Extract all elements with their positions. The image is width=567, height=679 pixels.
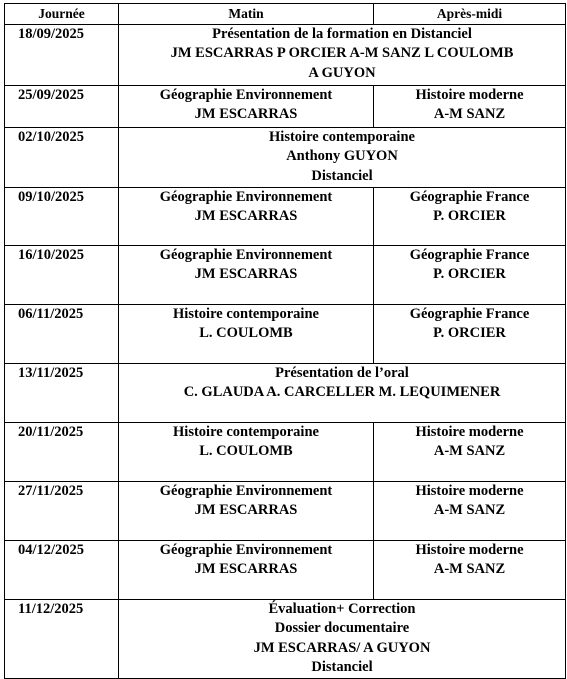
schedule-row [5, 85, 566, 127]
date-cell [5, 127, 119, 187]
date-cell [5, 187, 119, 245]
morning-session [119, 304, 374, 363]
morning-session-line: L. COULOMB [199, 443, 293, 460]
full-day-session [119, 599, 566, 678]
date-cell [5, 24, 119, 85]
date-cell [5, 245, 119, 304]
afternoon-session-line: Histoire moderne [415, 86, 524, 103]
schedule-row [5, 245, 566, 304]
full-day-session-line: Évaluation+ Correction [268, 600, 416, 617]
full-day-session-line: Anthony GUYON [286, 148, 398, 165]
morning-session [119, 422, 374, 481]
full-day-session-line: JM ESCARRAS/ A GUYON [253, 639, 431, 656]
morning-session [119, 245, 374, 304]
date-label: 11/12/2025 [18, 600, 84, 617]
afternoon-session-line: Histoire moderne [415, 423, 524, 440]
morning-session [119, 540, 374, 599]
date-label: 04/12/2025 [18, 541, 85, 558]
schedule-row [5, 187, 566, 245]
afternoon-session [374, 422, 566, 481]
afternoon-session-line: A-M SANZ [433, 443, 506, 460]
afternoon-session-line: P. ORCIER [433, 266, 506, 283]
date-cell [5, 422, 119, 481]
afternoon-session [374, 304, 566, 363]
morning-session-line: Histoire contemporaine [173, 305, 319, 322]
schedule-row [5, 363, 566, 422]
date-label: 02/10/2025 [18, 128, 85, 145]
date-label: 16/10/2025 [18, 246, 85, 263]
header-day: Journée [5, 4, 119, 25]
full-day-session [119, 24, 566, 85]
date-cell [5, 599, 119, 678]
schedule-row [5, 422, 566, 481]
morning-session-line: JM ESCARRAS [194, 502, 298, 519]
morning-session-line: Géographie Environnement [159, 246, 333, 263]
morning-session-line: JM ESCARRAS [194, 561, 298, 578]
full-day-session [119, 363, 566, 422]
full-day-session-line: Histoire contemporaine [269, 128, 415, 145]
morning-session [119, 481, 374, 540]
date-label: 09/10/2025 [18, 188, 85, 205]
full-day-session-line: C. GLAUDA A. CARCELLER M. LEQUIMENER [183, 384, 501, 401]
date-label: 20/11/2025 [18, 423, 84, 440]
afternoon-session-line: A-M SANZ [433, 502, 506, 519]
morning-session-line: JM ESCARRAS [194, 106, 298, 123]
afternoon-session [374, 245, 566, 304]
schedule-row [5, 304, 566, 363]
full-day-session-line: A GUYON [308, 64, 376, 81]
schedule-row [5, 127, 566, 187]
morning-session-line: Histoire contemporaine [173, 423, 319, 440]
afternoon-session [374, 540, 566, 599]
date-cell [5, 363, 119, 422]
morning-session [119, 187, 374, 245]
afternoon-session-line: Géographie France [409, 246, 530, 263]
schedule-row [5, 481, 566, 540]
morning-session-line: L. COULOMB [199, 325, 293, 342]
full-day-session-line: Présentation de l’oral [275, 364, 409, 381]
morning-session-line: Géographie Environnement [159, 188, 333, 205]
date-cell [5, 304, 119, 363]
full-day-session [119, 127, 566, 187]
afternoon-session-line: A-M SANZ [433, 106, 506, 123]
full-day-session-line: JM ESCARRAS P ORCIER A-M SANZ L COULOMB [170, 45, 514, 62]
date-label: 18/09/2025 [18, 25, 85, 42]
afternoon-session-line: A-M SANZ [433, 561, 506, 578]
afternoon-session [374, 85, 566, 127]
afternoon-session-line: Histoire moderne [415, 482, 524, 499]
date-label: 13/11/2025 [18, 364, 84, 381]
morning-session-line: Géographie Environnement [159, 86, 333, 103]
afternoon-session-line: Géographie France [409, 305, 530, 322]
afternoon-session-line: Géographie France [409, 188, 530, 205]
date-label: 06/11/2025 [18, 305, 84, 322]
morning-session-line: Géographie Environnement [159, 482, 333, 499]
afternoon-session-line: Histoire moderne [415, 541, 524, 558]
morning-session-line: JM ESCARRAS [194, 266, 298, 283]
afternoon-session [374, 187, 566, 245]
schedule-row [5, 599, 566, 678]
date-label: 27/11/2025 [18, 482, 84, 499]
header-afternoon: Après-midi [374, 4, 566, 25]
schedule-table [4, 3, 566, 679]
afternoon-session-line: P. ORCIER [433, 208, 506, 225]
date-label: 25/09/2025 [18, 86, 85, 103]
schedule-row [5, 24, 566, 85]
date-cell [5, 481, 119, 540]
date-cell [5, 85, 119, 127]
afternoon-session [374, 481, 566, 540]
full-day-session-line: Dossier documentaire [274, 620, 410, 637]
full-day-session-line: Distanciel [311, 659, 373, 676]
morning-session-line: Géographie Environnement [159, 541, 333, 558]
full-day-session-line: Présentation de la formation en Distanciel [212, 25, 472, 42]
header-row [5, 4, 566, 25]
morning-session [119, 85, 374, 127]
afternoon-session-line: P. ORCIER [433, 325, 506, 342]
morning-session-line: JM ESCARRAS [194, 208, 298, 225]
header-morning: Matin [119, 4, 374, 25]
date-cell [5, 540, 119, 599]
full-day-session-line: Distanciel [311, 167, 373, 184]
schedule-row [5, 540, 566, 599]
